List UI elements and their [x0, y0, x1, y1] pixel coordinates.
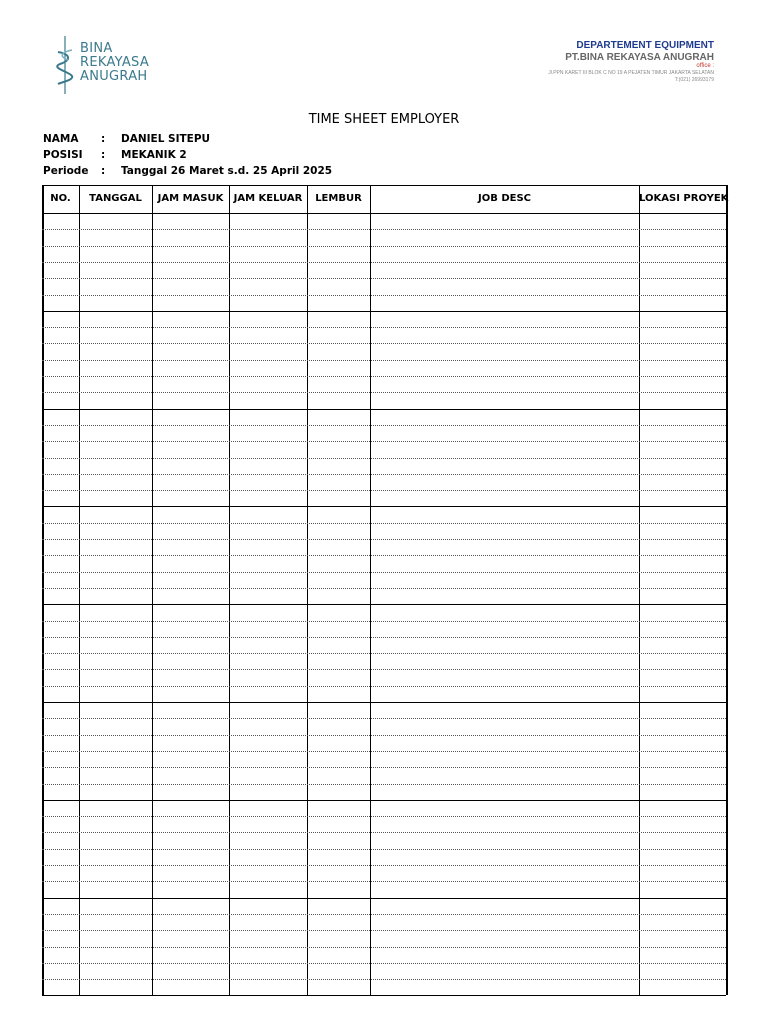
table-row-line	[42, 832, 726, 833]
table-row-line	[42, 995, 726, 996]
column-header-tanggal: TANGGAL	[89, 193, 142, 204]
column-header-lembur: LEMBUR	[315, 193, 362, 204]
logo-line-2: REKAYASA	[80, 55, 150, 70]
table-row-line	[42, 653, 726, 654]
column-divider	[229, 185, 230, 995]
table-row-line	[42, 311, 726, 312]
table-row-line	[42, 474, 726, 475]
table-row-line	[42, 278, 726, 279]
department-name: DEPARTEMENT EQUIPMENT	[576, 40, 714, 51]
table-row-line	[42, 784, 726, 785]
table-row-line	[42, 343, 726, 344]
table-row-line	[42, 539, 726, 540]
info-value: MEKANIK 2	[121, 149, 187, 161]
table-row-line	[42, 637, 726, 638]
timesheet-table	[42, 185, 729, 1005]
header-bottom-border	[42, 213, 726, 214]
table-row-line	[42, 849, 726, 850]
table-row-line	[42, 458, 726, 459]
table-row-line	[42, 865, 726, 866]
info-separator: :	[101, 149, 106, 161]
table-row-line	[42, 735, 726, 736]
column-divider	[370, 185, 371, 995]
info-value: DANIEL SITEPU	[121, 133, 211, 145]
table-row-line	[42, 490, 726, 491]
table-row-line	[42, 229, 726, 230]
table-row-line	[42, 604, 726, 605]
info-row-name	[43, 131, 332, 147]
logo-line-3: ANUGRAH	[80, 69, 148, 84]
column-divider	[42, 185, 44, 995]
table-row-line	[42, 392, 726, 393]
company-logo	[52, 34, 162, 96]
table-row-line	[42, 702, 726, 703]
column-header-lokasi-proyek: LOKASI PROYEK	[639, 193, 729, 204]
table-row-line	[42, 295, 726, 296]
logo-mark-icon	[52, 34, 78, 96]
table-row-line	[42, 572, 726, 573]
table-row-line	[42, 246, 726, 247]
column-header-jam-masuk: JAM MASUK	[157, 193, 224, 204]
office-label: office :	[696, 63, 714, 69]
table-row-line	[42, 409, 726, 410]
info-label: Periode	[43, 165, 89, 177]
employee-info	[43, 131, 332, 179]
info-label: POSISI	[43, 149, 83, 161]
page-title: TIME SHEET EMPLOYER	[308, 112, 460, 127]
column-divider	[79, 185, 80, 995]
table-row-line	[42, 262, 726, 263]
logo-line-1: BINA	[80, 41, 113, 56]
column-header-job-desc: JOB DESC	[478, 193, 531, 204]
table-row-line	[42, 914, 726, 915]
info-value: Tanggal 26 Maret s.d. 25 April 2025	[121, 165, 333, 177]
column-divider	[307, 185, 308, 995]
table-row-line	[42, 588, 726, 589]
company-phone: T:(021) 26993179	[674, 77, 714, 83]
column-divider	[152, 185, 153, 995]
table-row-line	[42, 947, 726, 948]
table-row-line	[42, 963, 726, 964]
table-row-line	[42, 376, 726, 377]
table-top-border	[42, 185, 726, 186]
table-row-line	[42, 621, 726, 622]
info-separator: :	[101, 165, 106, 177]
table-row-line	[42, 425, 726, 426]
table-row-line	[42, 800, 726, 801]
table-row-line	[42, 767, 726, 768]
table-row-line	[42, 523, 726, 524]
info-separator: :	[101, 133, 106, 145]
table-row-line	[42, 816, 726, 817]
table-row-line	[42, 881, 726, 882]
column-header-no: NO.	[50, 193, 71, 204]
table-row-line	[42, 669, 726, 670]
company-header	[414, 40, 714, 84]
column-header-jam-keluar: JAM KELUAR	[233, 193, 303, 204]
table-row-line	[42, 930, 726, 931]
table-row-line	[42, 555, 726, 556]
table-row-line	[42, 686, 726, 687]
info-row-position	[43, 147, 332, 163]
info-label: NAMA	[43, 133, 79, 145]
table-row-line	[42, 506, 726, 507]
table-row-line	[42, 327, 726, 328]
column-divider	[726, 185, 728, 995]
table-row-line	[42, 979, 726, 980]
company-name: PT.BINA REKAYASA ANUGRAH	[565, 52, 714, 63]
column-divider	[639, 185, 640, 995]
table-row-line	[42, 751, 726, 752]
table-row-line	[42, 898, 726, 899]
info-row-period	[43, 163, 332, 179]
company-address: Jl.PPN KARET III BLOK C NO 19 A PEJATEN TIMUR JAKARTA SELATAN	[548, 70, 714, 76]
table-row-line	[42, 441, 726, 442]
table-row-line	[42, 360, 726, 361]
logo-text	[80, 42, 149, 84]
table-row-line	[42, 718, 726, 719]
